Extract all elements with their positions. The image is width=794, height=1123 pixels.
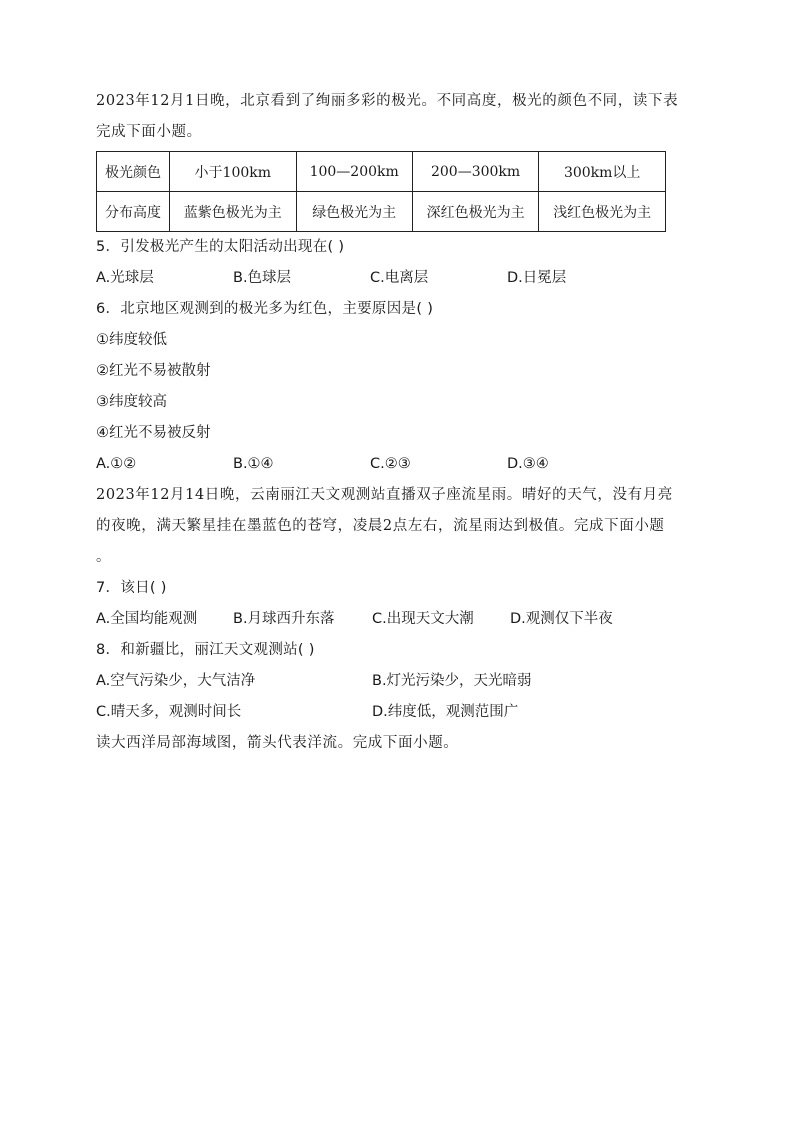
- intro-meteor-shower: [96, 480, 700, 573]
- option-a: A.全国均能观测: [96, 611, 198, 627]
- question-6-options: [96, 449, 700, 480]
- question-7-stem: 7．该日( ): [96, 580, 167, 596]
- option-d: D.纬度低，观测范围广: [372, 704, 519, 720]
- table-cell: 200—300km: [412, 152, 539, 192]
- table-row: [97, 192, 666, 232]
- question-8-stem: 8．和新疆比，丽江天文观测站( ): [96, 642, 315, 658]
- table-cell: 300km以上: [539, 152, 666, 192]
- intro-meteor-line1: 2023年12月14日晚，云南丽江天文观测站直播双子座流星雨。晴好的天气，没有月亮: [96, 487, 673, 503]
- question-7-options: [96, 604, 700, 635]
- intro-atlantic-map: 读大西洋局部海域图，箭头代表洋流。完成下面小题。: [96, 735, 459, 751]
- table-cell: 分布高度: [97, 192, 170, 232]
- option-a: A.①②: [96, 456, 137, 472]
- question-6-stem: 6．北京地区观测到的极光多为红色，主要原因是( ): [96, 301, 434, 317]
- intro-aurora-line1: 2023年12月1日晚，北京看到了绚丽多彩的极光。不同高度，极光的颜色不同，读下表: [96, 93, 679, 109]
- intro-aurora: [96, 86, 700, 148]
- option-b: B.色球层: [233, 270, 292, 286]
- intro-meteor-line2: 的夜晚，满天繁星挂在墨蓝色的苍穹，凌晨2点左右，流星雨达到极值。完成下面小题: [96, 518, 665, 534]
- table-cell: 极光颜色: [97, 152, 170, 192]
- table-cell: 浅红色极光为主: [539, 192, 666, 232]
- table-cell: 蓝紫色极光为主: [170, 192, 297, 232]
- option-b: B.①④: [233, 456, 274, 472]
- option-d: D.③④: [507, 456, 549, 472]
- option-a: A.空气污染少，大气洁净: [96, 673, 256, 689]
- option-b: B.月球西升东落: [233, 611, 335, 627]
- intro-meteor-line3: 。: [96, 549, 112, 565]
- table-cell: 绿色极光为主: [296, 192, 412, 232]
- option-d: D.日冕层: [507, 270, 567, 286]
- table-row: [97, 152, 666, 192]
- aurora-color-table: [96, 151, 666, 232]
- option-c: C.②③: [370, 456, 411, 472]
- question-6-item-1: ①纬度较低: [96, 332, 167, 348]
- option-c: C.出现天文大潮: [372, 611, 474, 627]
- question-6-item-3: ③纬度较高: [96, 394, 167, 410]
- table-cell: 小于100km: [170, 152, 297, 192]
- question-6-item-2: ②红光不易被散射: [96, 363, 211, 379]
- table-cell: 深红色极光为主: [412, 192, 539, 232]
- table-cell: 100—200km: [296, 152, 412, 192]
- question-6-item-4: ④红光不易被反射: [96, 425, 211, 441]
- question-page: [96, 86, 700, 759]
- option-a: A.光球层: [96, 270, 154, 286]
- option-b: B.灯光污染少，天光暗弱: [372, 673, 532, 689]
- option-c: C.晴天多，观测时间长: [96, 704, 242, 720]
- option-c: C.电离层: [370, 270, 429, 286]
- option-d: D.观测仅下半夜: [510, 611, 613, 627]
- intro-aurora-line2: 完成下面小题。: [96, 124, 202, 140]
- question-5-options: [96, 263, 700, 294]
- question-8-options-row1: [96, 666, 700, 697]
- question-5-stem: 5．引发极光产生的太阳活动出现在( ): [96, 239, 345, 255]
- question-8-options-row2: [96, 697, 700, 728]
